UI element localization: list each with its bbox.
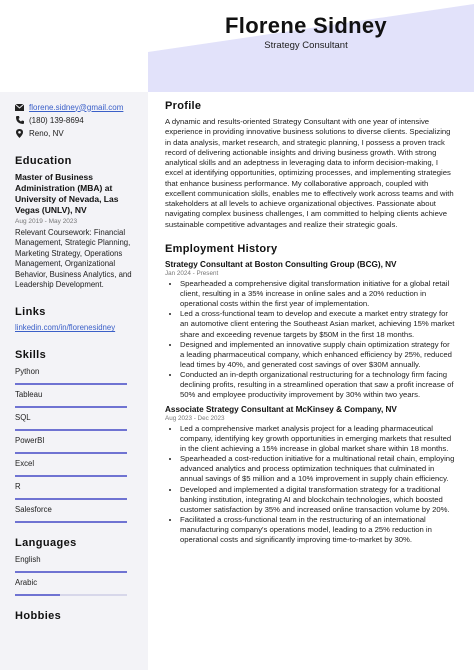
job-entry-dates: Aug 2023 - Dec 2023 bbox=[165, 414, 225, 422]
skill-bar-fill bbox=[15, 383, 127, 385]
envelope-icon bbox=[15, 103, 24, 112]
skill-item bbox=[15, 435, 134, 454]
education-heading: Education bbox=[15, 155, 72, 167]
contact-location bbox=[15, 128, 134, 138]
language-name: Arabic bbox=[15, 578, 38, 588]
skill-bar-fill bbox=[15, 452, 127, 454]
profile-heading: Profile bbox=[165, 100, 202, 112]
skill-bar-fill bbox=[15, 429, 127, 431]
skill-name: PowerBI bbox=[15, 436, 45, 446]
job-bullet: • Led a comprehensive market analysis project for a leading pharmaceutical company, identifying key growth opportunities in emerging markets that resulted in the client achieving a 15% increase in global market share within 18 months. bbox=[180, 424, 455, 454]
job-bullet: • Led a cross-functional team to develop and execute a market entry strategy for an automotive client entering the Southeast Asian market, achieving 15% market share and exceeding revenue targets by $50M in the first 18 months. bbox=[180, 309, 455, 339]
skills-list bbox=[15, 366, 134, 523]
contact-section bbox=[15, 102, 134, 138]
skill-item bbox=[15, 458, 134, 477]
job-bullet: • Spearheaded a comprehensive digital transformation initiative for a global retail client, resulting in a 35% increase in online sales and a 20% reduction in operational costs within the first year of implementation. bbox=[180, 279, 455, 309]
candidate-name: Florene Sidney bbox=[225, 13, 387, 38]
map-pin-icon bbox=[15, 129, 24, 138]
skill-bar-fill bbox=[15, 498, 127, 500]
skill-bar bbox=[15, 498, 127, 500]
sidebar bbox=[0, 92, 148, 670]
email-link[interactable]: florene.sidney@gmail.com bbox=[29, 102, 124, 112]
linkedin-link[interactable]: linkedin.com/in/florenesidney bbox=[15, 323, 116, 333]
job-bullet: • Spearheaded a cost-reduction initiative for a multinational retail chain, employing advanced analytics and process optimization techniques that culminated in annual savings of $5 million and a 10% improvement in supply chain efficiency. bbox=[180, 454, 455, 484]
skill-bar bbox=[15, 383, 127, 385]
contact-email bbox=[15, 102, 134, 112]
skill-item bbox=[15, 389, 134, 408]
skills-heading: Skills bbox=[15, 349, 47, 362]
job-entry-title: Associate Strategy Consultant at McKinsey & Company, NV bbox=[165, 404, 397, 414]
location: Reno, NV bbox=[29, 128, 64, 138]
language-bar bbox=[15, 594, 127, 596]
job-entry-title: Strategy Consultant at Boston Consulting Group (BCG), NV bbox=[165, 259, 397, 269]
main-content bbox=[165, 100, 455, 546]
phone-icon bbox=[15, 116, 24, 125]
job-entry bbox=[165, 405, 455, 546]
language-item bbox=[15, 554, 134, 573]
skill-bar-fill bbox=[15, 521, 127, 523]
job-bullet: • Facilitated a cross-functional team in the restructuring of an international manufacturing company's operations model, leading to a 25% reduction in operational costs and significantly improving time-to-market by 30%. bbox=[180, 515, 455, 545]
job-bullets bbox=[165, 279, 455, 401]
links-heading: Links bbox=[15, 306, 46, 319]
skill-item bbox=[15, 366, 134, 385]
languages-heading: Languages bbox=[15, 537, 77, 550]
skill-bar bbox=[15, 406, 127, 408]
skill-bar bbox=[15, 475, 127, 477]
language-bar-fill bbox=[15, 571, 127, 573]
skill-item bbox=[15, 504, 134, 523]
skill-name: Tableau bbox=[15, 390, 43, 400]
job-entry-dates: Jan 2024 - Present bbox=[165, 269, 219, 277]
skill-name: Salesforce bbox=[15, 505, 52, 515]
skill-bar bbox=[15, 429, 127, 431]
skill-bar bbox=[15, 452, 127, 454]
job-title: Strategy Consultant bbox=[264, 40, 348, 51]
contact-phone bbox=[15, 115, 134, 125]
phone-number: (180) 139-8694 bbox=[29, 115, 84, 125]
skill-bar-fill bbox=[15, 475, 127, 477]
language-name: English bbox=[15, 555, 41, 565]
languages-list bbox=[15, 554, 134, 596]
skill-name: R bbox=[15, 482, 21, 492]
job-bullet: • Developed and implemented a digital transformation strategy for a traditional banking institution, integrating AI and blockchain technologies, which boosted customer satisfaction by 35% and increased online transaction volume by 20%. bbox=[180, 485, 455, 515]
skill-name: Excel bbox=[15, 459, 35, 469]
job-bullets bbox=[165, 424, 455, 546]
employment-heading: Employment History bbox=[165, 242, 278, 255]
profile-text: A dynamic and results-oriented Strategy Consultant with one year of intensive experience in providing innovative business solutions to diverse clients. Specializing in data analysis, market research, and strategic planning, I possess a proven track record of delivering actionable insights and driving business growth. With strong analytical skills and an adeptness in leveraging data to inform decision-making, I excel at identifying opportunities, optimizing processes, and implementing strategies that enhance business performance. My collaborative approach, coupled with excellent communication skills, enables me to effectively work across teams and with stakeholders at all levels to achieve organizational objectives. Passionate about navigating complex business challenges, I am committed to helping clients achieve sustainable competitive advantages and realize their strategic goals. bbox=[165, 117, 454, 229]
skill-bar bbox=[15, 521, 127, 523]
education-coursework: Relevant Coursework: Financial Management, Strategic Planning, Marketing Strategy, Operations Management, Organizational Behavior, Business Analytics, and Leadership Development. bbox=[15, 228, 132, 290]
language-bar bbox=[15, 571, 127, 573]
skill-bar-fill bbox=[15, 406, 127, 408]
education-degree: Master of Business Administration (MBA) at University of Nevada, Las Vegas (UNLV), NV bbox=[15, 172, 119, 215]
hobbies-heading: Hobbies bbox=[15, 610, 62, 623]
skill-name: Python bbox=[15, 367, 40, 377]
skill-item bbox=[15, 412, 134, 431]
job-bullet: • Conducted an in-depth organizational restructuring for a technology firm facing declining profits, resulting in a streamlined operation that saw a profit increase of 50% and employee productivity improvement by 30% within two years. bbox=[180, 370, 455, 400]
skill-name: SQL bbox=[15, 413, 31, 423]
language-item bbox=[15, 577, 134, 596]
job-bullet: • Designed and implemented an innovative supply chain optimization strategy for a leading pharmaceutical company, which enhanced efficiency by 25%, reduced lead times by 40%, and generated cost savings of over $30M annually. bbox=[180, 340, 455, 370]
education-dates: Aug 2019 - May 2023 bbox=[15, 218, 78, 225]
job-entry bbox=[165, 260, 455, 401]
language-bar-fill bbox=[15, 594, 60, 596]
skill-item bbox=[15, 481, 134, 500]
